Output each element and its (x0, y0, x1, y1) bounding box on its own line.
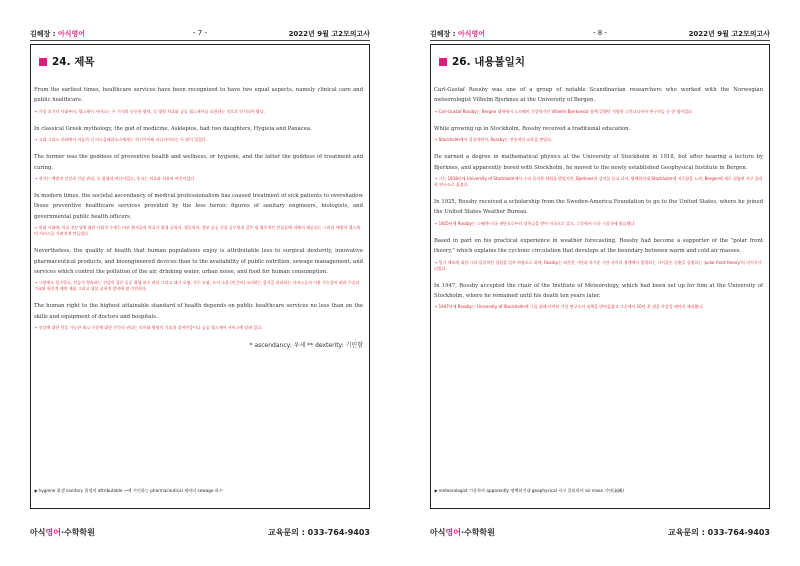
header-brand-accent: 아식영어 (457, 30, 486, 38)
header-brand-prefix: 김해장 : (430, 30, 458, 38)
passage-sentence: The human right to the highest attainable standard of health depends on public healthcare services no less than on the skills and equipment of doctors and hospitals. (34, 303, 363, 320)
passage-sentence: In 1947, Rossby accepted the chair of the Institute of Meteorology, which had been set up for him at the University of Stockholm, where he remained until his death ten years later. (434, 282, 763, 300)
footer-brand-a: 아식 (430, 528, 446, 537)
footer-contact: 교육문의 : 033-764-9403 (668, 528, 770, 537)
footer-brand-b: ·수학학원 (60, 528, 95, 537)
passage-sentence: Nevertheless, the quality of health that human populations enjoy is attributable less to surgical dexterity, innovative pharmaceutical products, and bioengineered devices than to the availability of public nutrition, sewage management, and services which control the pollution of the air, drinking water, urban noise, and food for human consumption. (34, 248, 363, 276)
footer-contact: 교육문의 : 033-764-9403 (268, 528, 370, 537)
footer-brand-accent: 영어 (445, 528, 461, 537)
translation-line: → 전자는 예방적 건강과 건강 관리, 즉 위생의 여신이었고, 후자는 치료와 치유의 여신이었다. (34, 176, 196, 182)
translation-line: → 1947년에 Rossby는 University of Stockholm에 그를 위해 마련된 기상 연구소의 직책을 받아들였고 그곳에서 10년 후 생을 마감할 때까지 재직했다. (434, 304, 704, 310)
exam-label: 2022년 9월 고2모의고사 (288, 30, 370, 38)
vocab-footnote: ◆ meteorologist 기상학자 apparently 명백하건대 geophysical 지구 물리학의 air mass 기단(氣團) (434, 488, 624, 493)
square-bullet-icon (439, 58, 447, 66)
page-footer (430, 524, 770, 538)
footer-brand-a: 아식 (30, 528, 46, 537)
question-box (430, 44, 770, 509)
translation-line: → 고대 그리스 신화에서 의술의 신 아스클레피오스에게는 히기이아와 파나시아라는 두 딸이 있었다. (34, 137, 208, 143)
footer-brand (430, 527, 495, 538)
translation-line: → Carl-Gustaf Rossby는 Bergen 대학에서 노르웨이 기상학자인 Vilhelm Bjerknes와 함께 일했던 저명한 스칸디나비아 연구자들 중 한 명이었다. (434, 108, 694, 114)
translation-line: → 1925년에 Rossby는 스웨덴-미국 재단으로부터 장학금을 받아 미국으로 갔고, 그곳에서 미국 기상국에 합류했다. (434, 220, 636, 226)
passage-sentence: In modern times, the societal ascendancy of medical professionalism has caused treatment of sick patients to overshadow those preventive healthcare services provided by the less heroic figures of sanitary engineers, biologists, and governmental public health officers. (34, 193, 363, 220)
page-footer (30, 524, 370, 538)
translation-line: → 그럼에도 불구하고, 인류가 향유하는 건강의 질은 공공 위생 하수 관리 그리고 대기 오염, 식수 오염, 도시 소음 (인간이) 소비하는 음식을 관리하는 서비스들의 이용 가능성이 외과 수술의 기교와 혁신적 제약 제품 그리고 생물 공학적 장비에 덜 기인한다. (34, 280, 360, 292)
passage (434, 85, 763, 319)
footer-brand-accent: 영어 (45, 528, 61, 537)
header-divider (30, 40, 370, 41)
footer-brand (30, 527, 95, 538)
footer-brand-b: ·수학학원 (460, 528, 495, 537)
question-title-text: 26. 내용불일치 (452, 56, 525, 68)
question-title (439, 54, 525, 69)
translation-line: → Stockholm에서 성장하면서, Rossby는 전통적인 교육을 받았다. (434, 137, 553, 143)
translation-line: → 건강에 대한 얻을 가능한 최고 수준에 대한 인간의 권리는 의사와 병원의 기술과 장비만큼이나 공공 헬스케어 서비스에 달려 있다. (34, 325, 263, 331)
page-number: - 7 - (193, 29, 207, 37)
question-title (39, 54, 95, 69)
passage-sentence: Based in part on his practical experience in weather forecasting, Rossby had become a supporter of the "polar front theory," which explains the cyclonic circulation that develops at the boundary between warm and cold air masses. (434, 237, 763, 255)
passage (34, 85, 363, 349)
vocab-footnote: ◆ hygiene 위생 sanitary 위생의 attributable ~에 기인하는 pharmaceutical 제약의 sewage 하수 (34, 488, 223, 493)
translation-line: → 현대 시대에, 의료 전문성에 대한 사회적 우세는 아픈 환자들의 치료가 위생 공학자, 생물학자, 정부 공공 건강 공무원과 같은 덜 영웅적인 인물들에 의해서 제공되는 그러한 예방적 헬스케어 서비스를 가려지게 만들었다. (34, 225, 361, 237)
header-brand-prefix: 김해장 : (30, 30, 58, 38)
translation-line: → 그는 1918년에 University of Stockholm에서 수리 물리학 학위를 받았지만, Bjerknes의 강의를 듣고 나서, 명백하건대 Stockholm에 지루함을 느껴, Bergen에 새로 설립된 지구 물리학 연구소로 옮겼다. (434, 176, 763, 188)
passage-sentence: While growing up in Stockholm, Rossby received a traditional education. (434, 125, 631, 132)
page-header (430, 26, 770, 40)
page-header (30, 26, 370, 40)
passage-sentence: He earned a degree in mathematical physics at the University of Stockholm in 1918, but after hearing a lecture by Bjerknes, and apparently bored with Stockholm, he moved to the newly established Geophysical Institute in Bergen. (434, 154, 763, 171)
page-number: - 8 - (593, 29, 607, 37)
vocab-note: * ascendancy: 우세 ** dexterity: 기민함 (249, 342, 363, 350)
square-bullet-icon (39, 58, 47, 66)
header-divider (430, 40, 770, 41)
question-box (30, 44, 370, 509)
passage-sentence: In 1925, Rossby received a scholarship from the Sweden-America Foundation to go to the United States, where he joined the United States Weather Bureau. (434, 199, 763, 216)
translation-line: → 가장 초기의 시대부터, 헬스케어 서비스는 두 가지의 동등한 영역, 즉 병원 치료와 공공 헬스케어를 포함하는 것으로 인식되어 왔다. (34, 108, 265, 114)
translation-line: → 일기 예보에 대한 그의 실질적인 경험을 일부 바탕으로 하여, Rossby는 따뜻한 기단과 차가운 기단 사이의 경계에서 발생하는 사이클론 순환을 설명하는 'polar front theory'의 지지자가 되었다. (434, 259, 762, 271)
header-brand-accent: 아식영어 (57, 30, 86, 38)
question-title-text: 24. 제목 (52, 56, 95, 68)
passage-sentence: The former was the goddess of preventive health and wellness, or hygiene, and the latter the goddess of treatment and curing. (34, 154, 363, 171)
passage-sentence: In classical Greek mythology, the god of medicine, Asklepios, had two daughters, Hygieia and Panacea. (34, 125, 312, 132)
passage-sentence: From the earliest times, healthcare services have been recognized to have two equal aspects, namely clinical care and public healthcare. (34, 87, 363, 104)
exam-label: 2022년 9월 고2모의고사 (688, 30, 770, 38)
passage-sentence: Carl-Gustaf Rossby was one of a group of notable Scandinavian researchers who worked with the Norwegian meteorologist Vilhelm Bjerknes at the University of Bergen. (434, 87, 763, 104)
page-right (400, 0, 800, 566)
